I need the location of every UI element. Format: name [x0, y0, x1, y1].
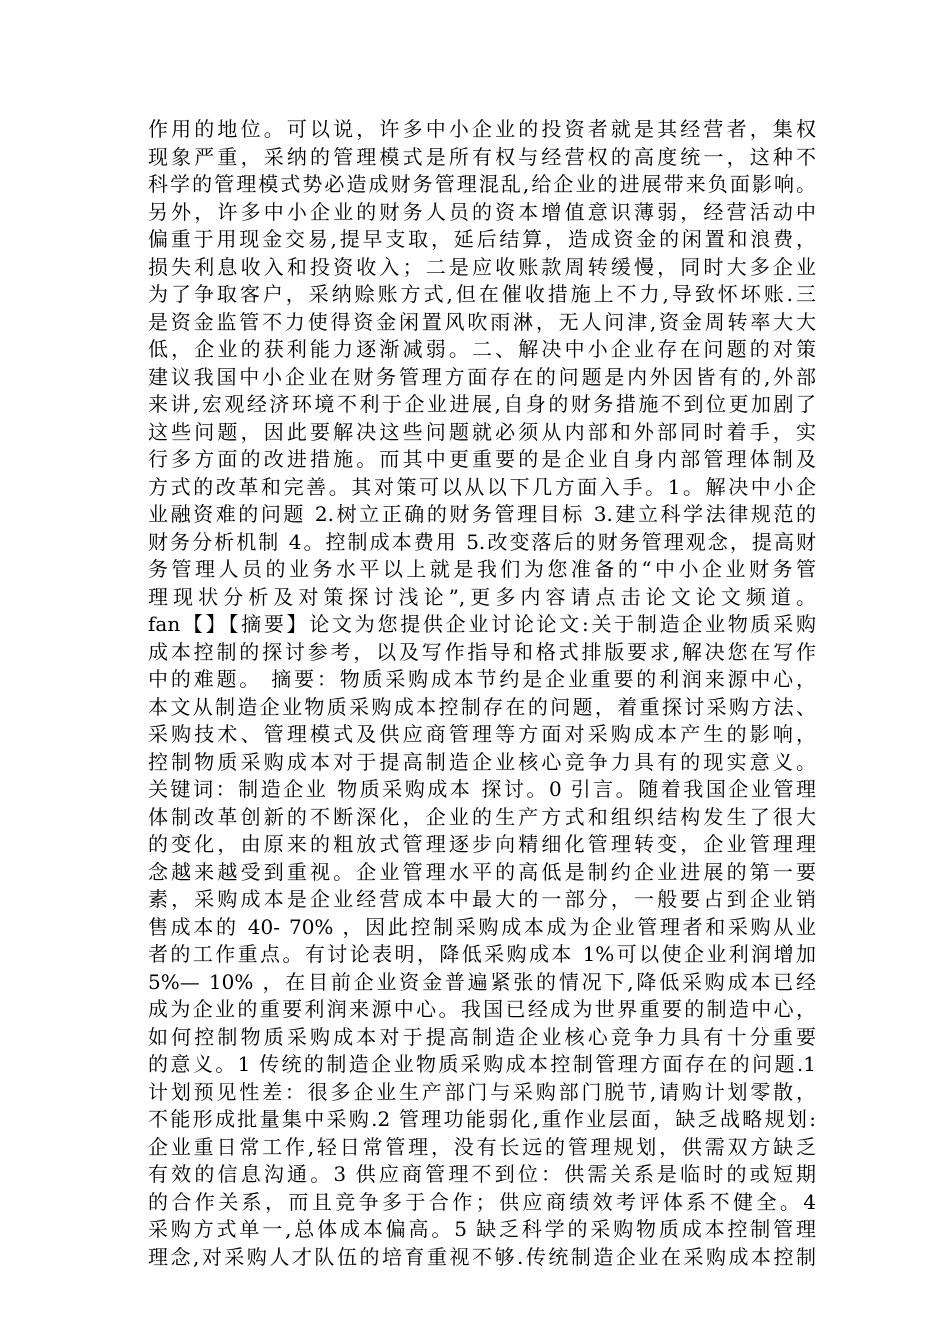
- text-line: 念越来越受到重视。企业管理水平的高低是制约企业进展的第一要: [148, 859, 816, 884]
- text-line: 体制改革创新的不断深化，企业的生产方式和组织结构发生了很大: [148, 804, 816, 829]
- text-line: 本文从制造企业物质采购成本控制存在的问题，着重探讨采购方法、: [148, 694, 816, 719]
- text-line: 财务分析机制 4。控制成本费用 5.改变落后的财务管理观念，提高财: [148, 529, 816, 554]
- text-line: 务管理人员的业务水平以上就是我们为您准备的“中小企业财务管: [148, 557, 816, 581]
- text-line: 为了争取客户，采纳赊账方式,但在催收措施上不力,导致怀坏账.三: [148, 282, 816, 306]
- text-line: 作用的地位。可以说，许多中小企业的投资者就是其经营者，集权: [148, 117, 816, 141]
- text-line: 现象严重，采纳的管理模式是所有权与经营权的高度统一，这种不: [148, 144, 816, 169]
- text-line: 有效的信息沟通。3 供应商管理不到位：供需关系是临时的或短期: [148, 1162, 816, 1186]
- body-text: [148, 116, 816, 1271]
- text-line: 的变化，由原来的粗放式管理逐步向精细化管理转变，企业管理理: [148, 832, 816, 856]
- text-line: 如何控制物质采购成本对于提高制造企业核心竞争力具有十分重要: [148, 1024, 816, 1049]
- text-line: 行多方面的改进措施。而其中更重要的是企业自身内部管理体制及: [148, 447, 816, 471]
- text-line: 的合作关系，而且竞争多于合作；供应商绩效考评体系不健全。4: [148, 1189, 816, 1214]
- text-line: 5%— 10% ，在目前企业资金普遍紧张的情况下,降低采购成本已经: [148, 969, 816, 994]
- text-line: 这些问题，因此要解决这些问题就必须从内部和外部同时着手，实: [148, 419, 816, 444]
- text-line: 者的工作重点。有讨论表明，降低采购成本 1%可以使企业利润增加: [148, 942, 816, 966]
- text-line: 中的难题。 摘要：物质采购成本节约是企业重要的利润来源中心，: [148, 667, 816, 691]
- text-line: fan【】【摘要】论文为您提供企业讨论论文:关于制造企业物质采购: [148, 612, 816, 636]
- text-line: 来讲,宏观经济环境不利于企业进展,自身的财务措施不到位更加剧了: [148, 392, 816, 416]
- text-line: 素，采购成本是企业经营成本中最大的一部分，一般要占到企业销: [148, 887, 816, 911]
- text-line: 理现状分析及对策探讨浅论”,更多内容请点击论文论文频道。: [148, 584, 816, 609]
- text-line: 不能形成批量集中采购.2 管理功能弱化,重作业层面，缺乏战略规划:: [148, 1107, 816, 1131]
- text-line: 理念,对采购人才队伍的培育重视不够.传统制造企业在采购成本控制: [148, 1244, 816, 1269]
- text-line: 方式的改革和完善。其对策可以从以下几方面入手。1。解决中小企: [148, 474, 816, 499]
- text-line: 偏重于用现金交易,提早支取，延后结算，造成资金的闲置和浪费，: [148, 227, 816, 251]
- text-line: 关键词：制造企业 物质采购成本 探讨。0 引言。随着我国企业管理: [148, 777, 816, 801]
- text-line: 企业重日常工作,轻日常管理，没有长远的管理规划，供需双方缺乏: [148, 1134, 816, 1159]
- text-line: 采购技术、管理模式及供应商管理等方面对采购成本产生的影响，: [148, 722, 816, 746]
- text-line: 采购方式单一,总体成本偏高。5 缺乏科学的采购物质成本控制管理: [148, 1217, 816, 1241]
- text-line: 建议我国中小企业在财务管理方面存在的问题是内外因皆有的,外部: [148, 364, 816, 389]
- text-line: 另外，许多中小企业的财务人员的资本增值意识薄弱，经营活动中: [148, 199, 816, 224]
- text-line: 是资金监管不力使得资金闲置风吹雨淋，无人问津,资金周转率大大: [148, 309, 816, 334]
- text-line: 成本控制的探讨参考，以及写作指导和格式排版要求,解决您在写作: [148, 639, 816, 664]
- text-line: 的意义。1 传统的制造企业物质采购成本控制管理方面存在的问题.1: [148, 1052, 816, 1076]
- text-line: 损失利息收入和投资收入；二是应收账款周转缓慢，同时大多企业: [148, 254, 816, 279]
- text-line: 科学的管理模式势必造成财务管理混乱,给企业的进展带来负面影响。: [148, 172, 816, 196]
- text-line: 售成本的 40- 70% ，因此控制采购成本成为企业管理者和采购从业: [148, 914, 816, 939]
- text-line: 业融资难的问题 2.树立正确的财务管理目标 3.建立科学法律规范的: [148, 502, 816, 526]
- text-line: 控制物质采购成本对于提高制造企业核心竞争力具有的现实意义。: [148, 749, 816, 774]
- text-line: 成为企业的重要利润来源中心。我国已经成为世界重要的制造中心，: [148, 997, 816, 1021]
- text-line: 低，企业的获利能力逐渐减弱。二、解决中小企业存在问题的对策: [148, 337, 816, 361]
- text-line: 计划预见性差：很多企业生产部门与采购部门脱节,请购计划零散，: [148, 1079, 816, 1104]
